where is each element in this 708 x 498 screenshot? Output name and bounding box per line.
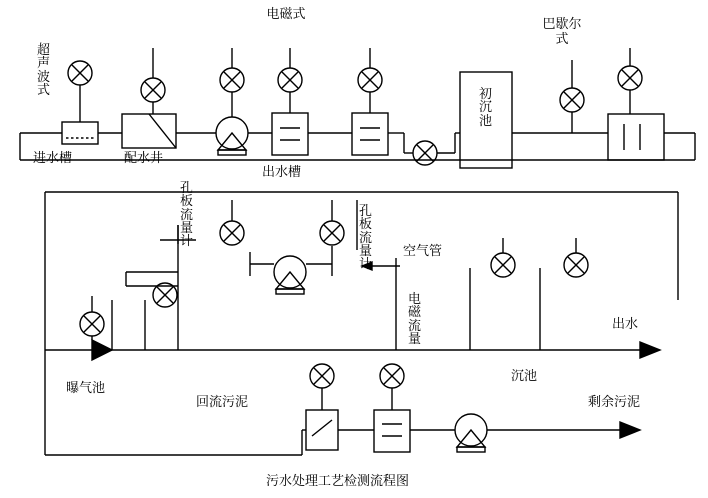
label-excess-sludge: 剩余污泥	[588, 395, 641, 410]
label-return-sludge: 回流污泥	[196, 395, 249, 410]
label-inlet-tank: 进水槽	[33, 151, 73, 166]
label-electromagnetic-flowmeter: 电磁流量	[407, 292, 421, 347]
diagram-title: 污水处理工艺检测流程图	[266, 474, 410, 489]
label-parshall-flume: 巴歇尔式	[542, 17, 582, 47]
label-effluent: 出水	[612, 317, 639, 332]
label-aeration-tank: 曝气池	[66, 381, 106, 396]
label-settling-tank: 沉池	[511, 369, 538, 384]
label-orifice-plate-flowmeter-2: 孔板流量计	[358, 204, 372, 272]
label-primary-settling-tank: 初沉池	[478, 87, 492, 129]
label-ultrasonic: 超声波式	[36, 43, 50, 98]
label-orifice-plate-flowmeter-1: 孔板流量计	[179, 181, 193, 249]
label-outlet-tank: 出水槽	[262, 165, 302, 180]
label-electromagnetic: 电磁式	[266, 7, 306, 22]
label-air-pipe: 空气管	[403, 244, 443, 259]
label-distribution-well: 配水井	[124, 151, 164, 166]
